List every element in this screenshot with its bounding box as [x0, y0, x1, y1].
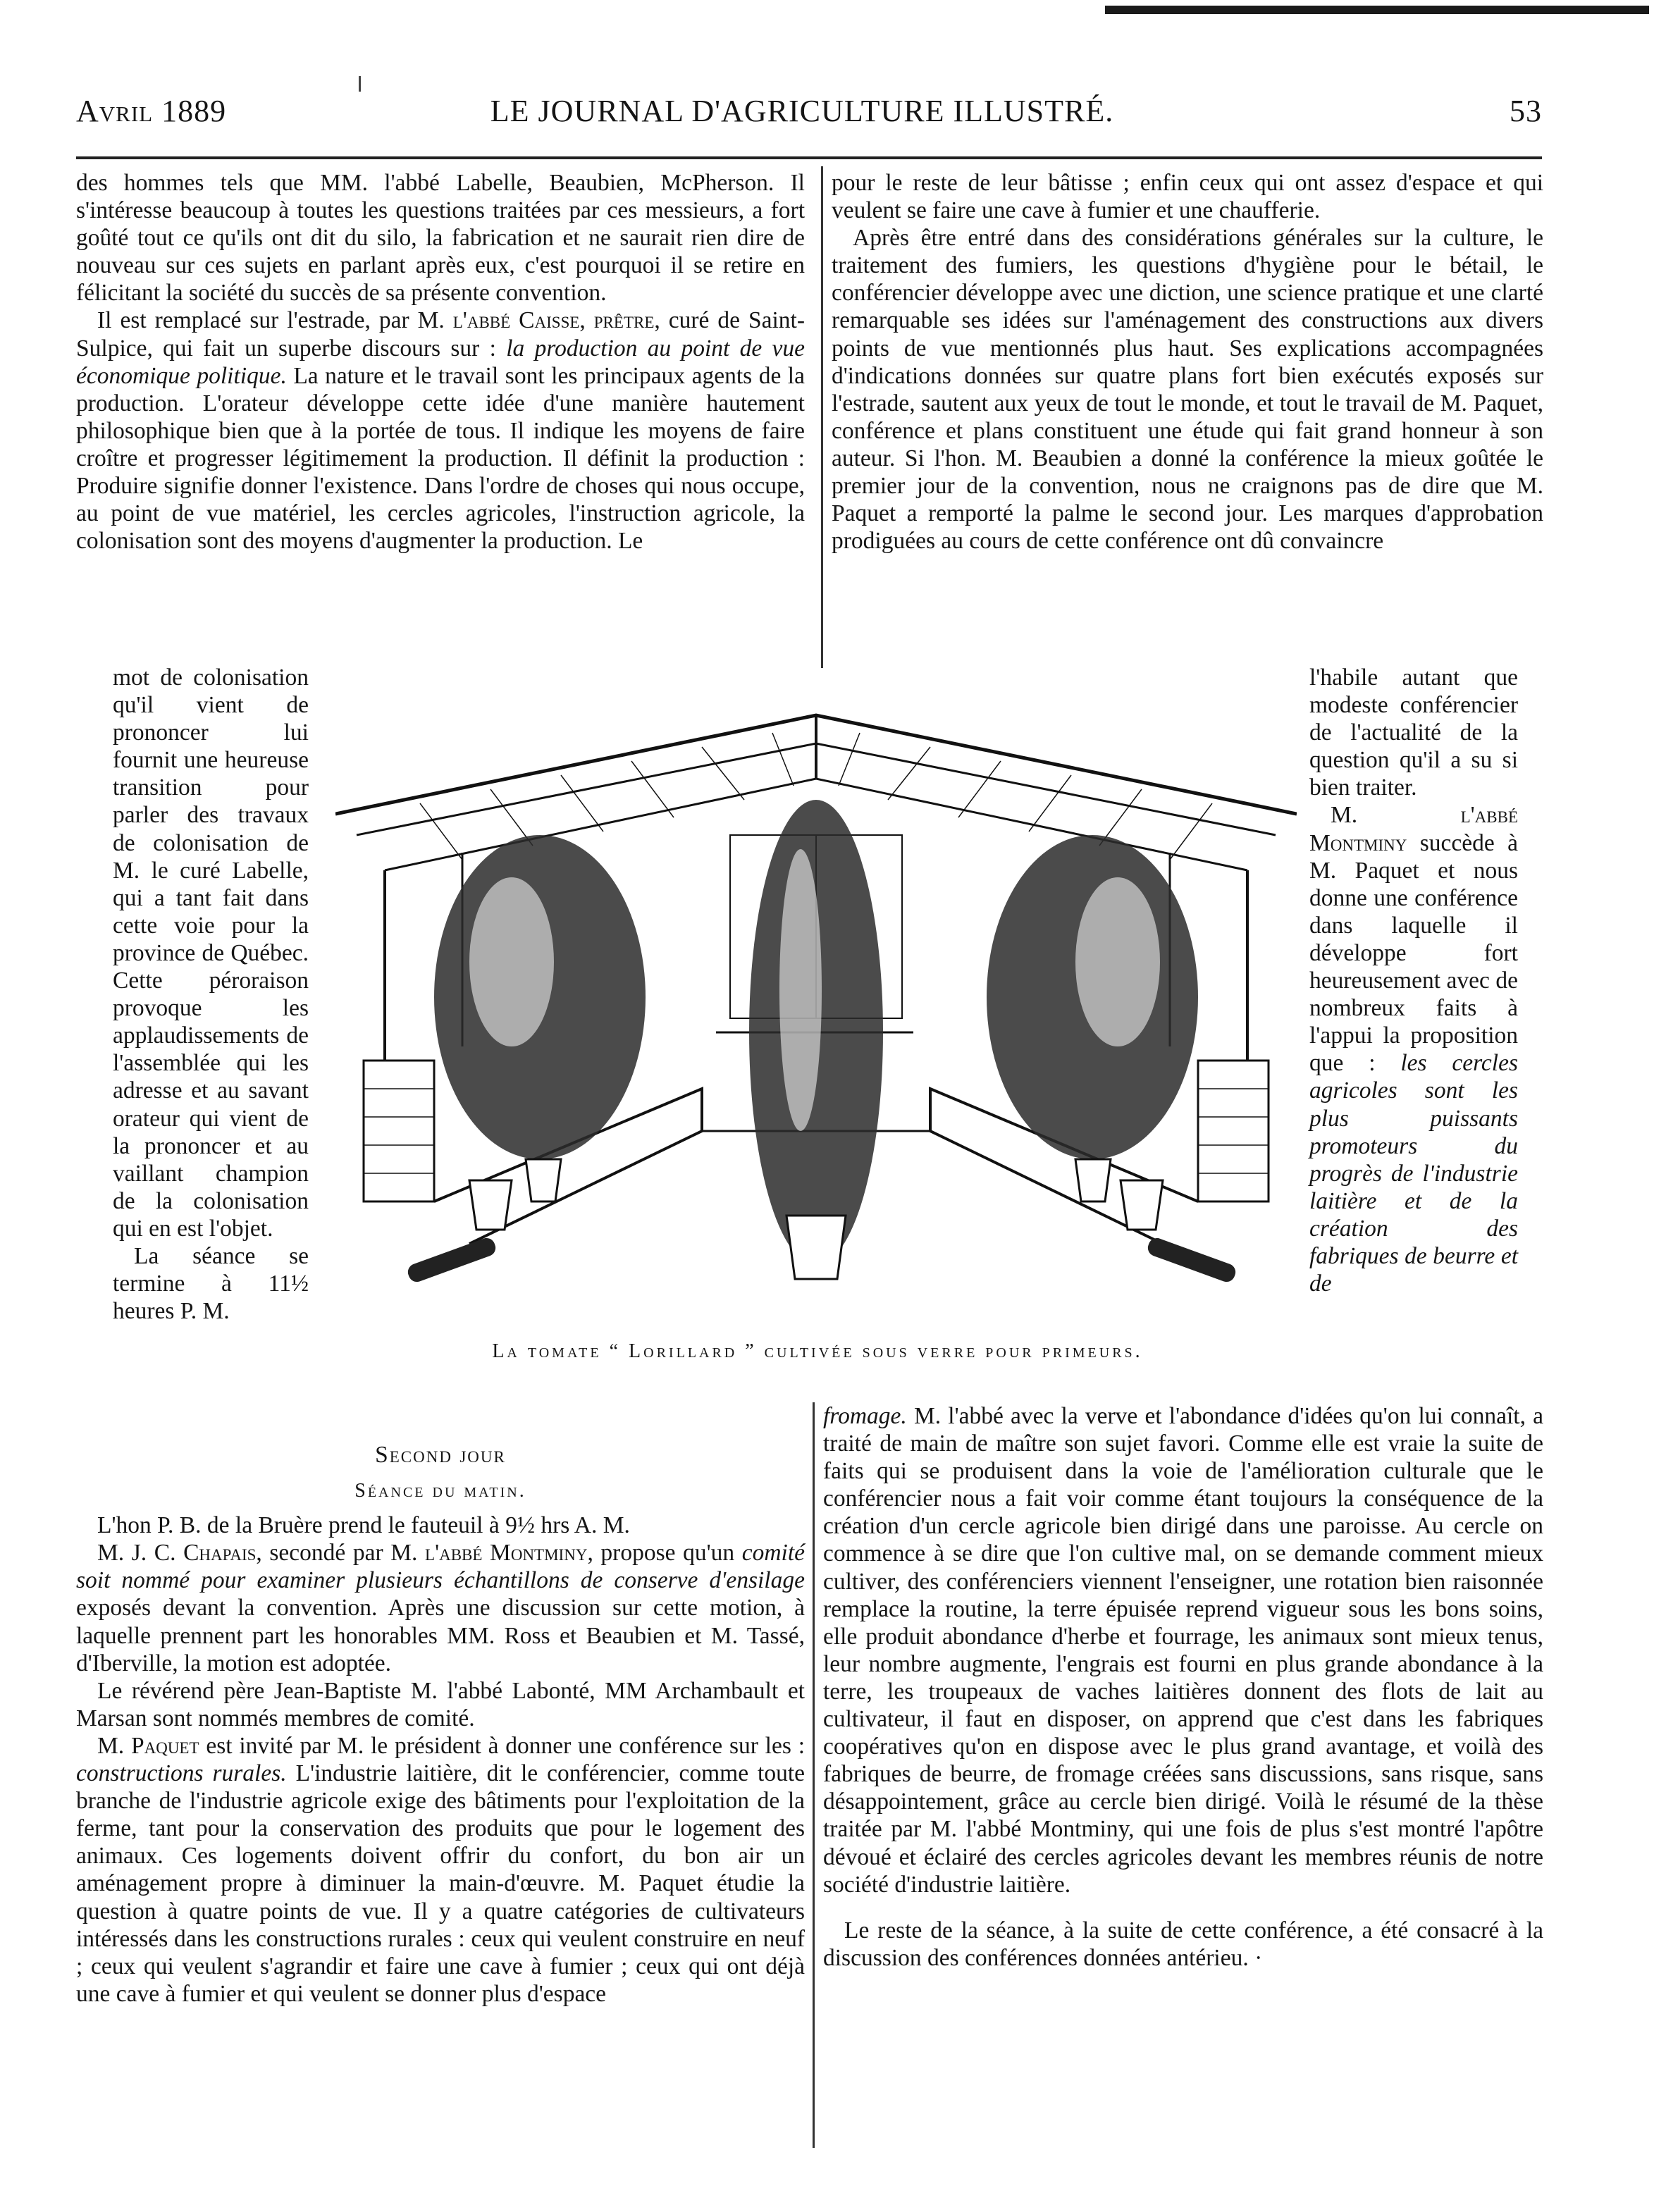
paragraph: La séance se termine à 11½ heures P. M.: [113, 1242, 309, 1325]
paragraph: des hommes tels que MM. l'abbé Labelle, Beaubien, McPherson. Il s'intéresse beaucoup à toutes les questions traitées par ces messieurs, a fort goûté tout ce qu'ils ont dit du silo, la fabrication et ne saurait rien dire de nouveau sur ces sujets en parlant après eux, c'est pourquoi il se retire en félicitant la société du succès de sa présente convention.: [76, 170, 805, 307]
column-divider-bottom: [813, 1402, 815, 2148]
left-column-bottom: [76, 1441, 805, 2008]
issue-date: Avril 1889: [76, 94, 227, 128]
paragraph: mot de colonisation qu'il vient de prononcer lui fournit une heureuse transition pour parler des travaux de colonisation de M. le curé Labelle, qui a tant fait dans cette voie pour la province de Québec. Cette péroraison provoque les applaudissements de l'assemblée qui les adresse et au savant orateur qui vient de la prononcer et au vaillant champion de la colonisation qui en est l'objet.: [113, 665, 309, 1242]
left-column-top: [76, 169, 805, 555]
paragraph: M. Paquet est invité par M. le président à donner une conférence sur les : constructions rurales. L'industrie laitière, dit le conférencier, comme toute branche de l'industrie agricole exige des bâtiments pour l'exploitation de la ferme, tant pour la conservation des produits que pour le logement des animaux. Ces logements doivent offrir du confort, du bon air un aménagement propre à diminuer la main-d'œuvre. M. Paquet étudie la question à quatre points de vue. Il y a quatre catégories de cultivateurs intéressés dans les constructions rurales : ceux qui veulent construire en neuf ; ceux qui veulent s'agrandir et faire une cave à fumier ; ceux qui ont déjà une cave à fumier et qui veulent se donner plus d'espace: [76, 1732, 806, 2007]
paragraph: Le reste de la séance, à la suite de cette conférence, a été consacré à la discussion des conférences données antérieu. ·: [823, 1917, 1543, 1971]
speaker-name: M. l'abbé Montminy: [390, 1540, 588, 1567]
speaker-name: M. Paquet: [97, 1732, 199, 1759]
page-number: 53: [1510, 94, 1542, 128]
paragraph: M. l'abbé Montminy succède à M. Paquet et nous donne une conférence dans laquelle il développe fort heureusement avec de nombreux faits à l'appui la proposition que : les cercles agricoles sont les plus puissants promoteurs du progrès de l'industrie laitière et de la création des fabriques de beurre et de: [1309, 802, 1518, 1297]
header-rule: [76, 156, 1542, 159]
paragraph: Le révérend père Jean-Baptiste M. l'abbé Labonté, MM Archambault et Marsan sont nommés membres de comité.: [76, 1677, 805, 1731]
paragraph: M. J. C. Chapais, secondé par M. l'abbé Montminy, propose qu'un comité soit nommé pour examiner plusieurs échantillons de conserve d'ensilage exposés devant la convention. Après une discussion sur cette motion, à laquelle prennent part les honorables MM. Ross et Beaubien et M. Tassé, d'Iberville, la motion est adoptée.: [76, 1540, 806, 1676]
top-edge-bar: [1105, 6, 1649, 14]
column-divider-top: [821, 166, 823, 668]
paragraph: Après être entré dans des considérations générales sur la culture, le traitement des fumiers, les questions d'hygiène pour le bétail, le conférencier développe avec une diction, une science pratique et une clarté remarquable ses idées sur l'aménagement des constructions aux divers points de vue mentionnés plus haut. Ses explications accompagnées d'indications données sur quatre plans fort bien exécutés exposés sur l'estrade, sautent aux yeux de tout le monde, et tout le travail de M. Paquet, conférence et plans constituent une étude qui fait grand honneur à son auteur. Si l'hon. M. Beaubien a donné la conférence la mieux goûtée le premier jour de la convention, nous ne craignons pas de dire que M. Paquet a remporté la palme le second jour. Les marques d'approbation prodiguées au cours de cette conférence ont dû convaincre: [832, 225, 1543, 555]
paragraph: L'hon P. B. de la Bruère prend le fauteuil à 9½ hrs A. M.: [97, 1512, 630, 1539]
speaker-name: M. l'abbé Caisse, prêtre: [417, 307, 655, 334]
right-narrow-column: [1309, 664, 1518, 1297]
page-header: [76, 90, 1542, 140]
print-mark: [359, 76, 361, 92]
paragraph: pour le reste de leur bâtisse ; enfin ceux qui ont assez d'espace et qui veulent se faire une cave à fumier et une chaufferie.: [832, 170, 1543, 224]
greenhouse-illustration: [335, 694, 1297, 1293]
left-narrow-column: [113, 664, 309, 1325]
speaker-name: M. l'abbé Montminy: [1309, 802, 1518, 856]
paragraph: fromage. M. l'abbé avec la verve et l'abondance d'idées qu'on lui connaît, a traité de main de maître son sujet favori. Comme elle est vraie la suite de faits qui se produisent dans la voie de l'amélioration culturale que le conférencier nous a fait voir comme étant toujours la conséquence de la création d'un cercle agricole bien dirigé dans une paroisse. Au cercle on commence à se dire que l'on cultive mal, on se demande comment mieux cultiver, des conférenciers viennent l'enseigner, une rotation bien raisonnée remplace la routine, la terre épuisée reprend vigueur sous les bons soins, elle produit abondance d'herbe et fourrage, les animaux sont mieux tenus, leur nombre augmente, l'engrais est fourni en plus grande abondance à la terre, les troupeaux de vaches laitières donnent des flots de lait au cultivateur, il faut en disposer, on apprend que c'est dans les fabriques coopératives qu'on en dispose avec le plus grand avantage, et voilà des fabriques de beurre, de fromage créées sans discussions, sans risque, sans désappointement, grâce au cercle bien dirigé. Voilà le résumé de la thèse traitée par M. l'abbé Montminy, qui une fois de plus s'est montré l'apôtre dévoué et éclairé des cercles agricoles devant les membres réunis de notre société d'industrie laitière.: [823, 1403, 1544, 1898]
figure-caption: La tomate “ Lorillard ” cultivée sous verre pour primeurs.: [492, 1340, 1143, 1362]
paragraph: Il est remplacé sur l'estrade, par M. l'abbé Caisse, prêtre, curé de Saint-Sulpice, qui fait un superbe discours sur : la production au point de vue économique politique. La nature et le travail sont les principaux agents de la production. L'orateur développe cette idée d'une manière hautement philosophique bien que à la portée de tous. Il indique les moyens de faire croître et progresser légitimement la production. Il définit la production : Produire signifie donner l'existence. Dans l'ordre de choses qui nous occupe, au point de vue matériel, les cercles agricoles, l'instruction agricole, la colonisation sont des moyens d'augmenter la production. Le: [76, 307, 805, 555]
right-column-top: [832, 169, 1543, 555]
right-column-bottom: [823, 1402, 1543, 1972]
section-subtitle: Séance du matin.: [354, 1480, 526, 1502]
section-title: Second jour: [375, 1442, 506, 1468]
speaker-name: M. J. C. Chapais: [97, 1540, 257, 1567]
paragraph: l'habile autant que modeste conférencier de l'actualité de la question qu'il a su si bien traiter.: [1309, 665, 1518, 801]
lecture-topic: la production au point de vue économique politique.: [76, 335, 805, 389]
journal-title: LE JOURNAL D'AGRICULTURE ILLUSTRÉ.: [490, 94, 1114, 128]
